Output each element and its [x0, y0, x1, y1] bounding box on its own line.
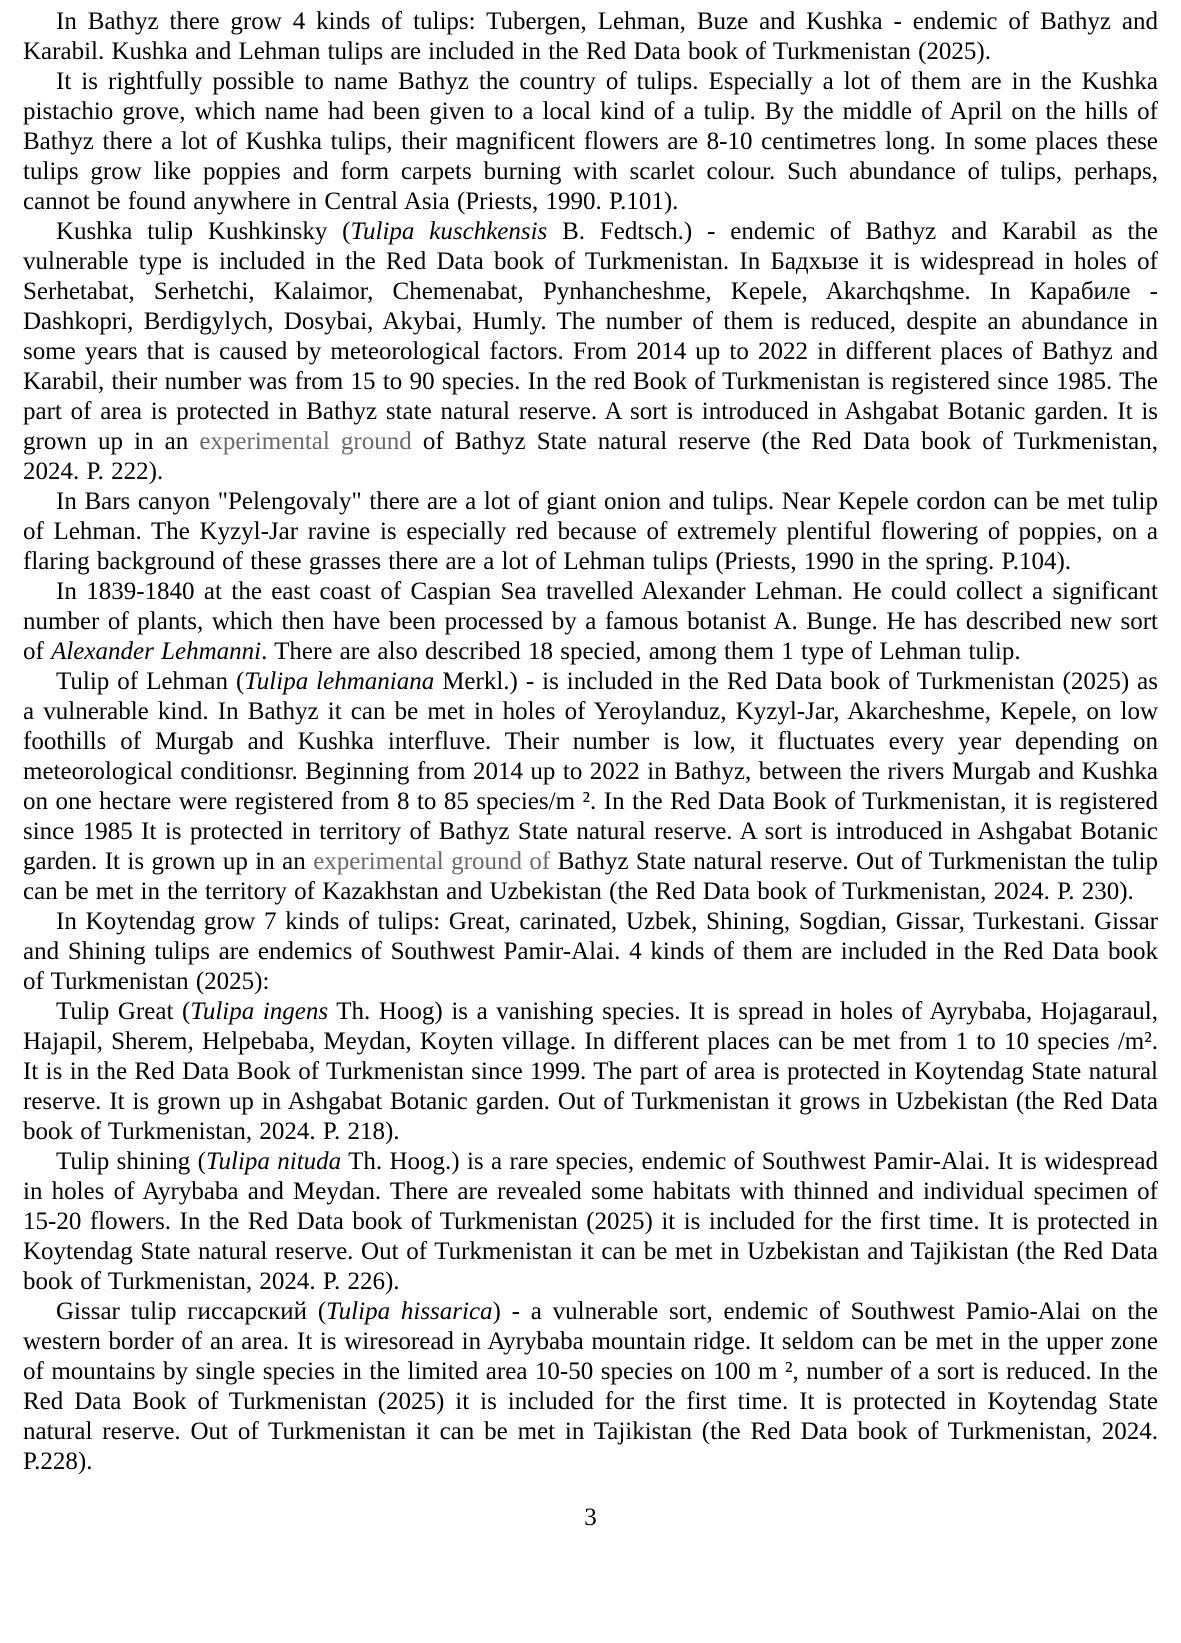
text-run: ) - a vulnerable sort, endemic of Southwest Pamio-Alai on the western border of an area. It is wiresoread in Ayrybaba mountain ridge. It seldom can be met in the upper zone of mountains by single species in the limited area 10-50 species on 100 m ², number of a sort is reduced. In the Red Data Book of Turkmenistan (2025) it is included for the first time. It is protected in Koytendag State natural reserve. Out of Turkmenistan it can be met in Tajikistan (the Red Data book of Turkmenistan, 2024. P.228).	[23, 1298, 1158, 1475]
paragraph	[23, 997, 1158, 1147]
document-body	[23, 7, 1158, 1477]
paragraph	[23, 217, 1158, 487]
text-run: Gissar tulip гиссарский (	[56, 1298, 327, 1325]
paragraph	[23, 667, 1158, 907]
text-run: . There are also described 18 specied, among them 1 type of Lehman tulip.	[261, 638, 1021, 665]
text-run: Merkl.) - is included in the Red Data book of Turkmenistan (2025) as a vulnerable kind. In Bathyz it can be met in holes of Yeroylanduz, Kyzyl-Jar, Akarcheshme, Kepele, on low foothills of Murgab and Kushka interfluve. Their number is low, it fluctuates every year depending on meteorological conditionsr. Beginning from 2014 up to 2022 in Bathyz, between the rivers Murgab and Kushka on one hectare were registered from 8 to 85 species/m ². In the Red Data Book of Turkmenistan, it is registered since 1985 It is protected in territory of Bathyz State natural reserve. A sort is introduced in Ashgabat Botanic garden. It is grown up in an	[23, 668, 1158, 875]
text-run: Th. Hoog.) is a rare species, endemic of Southwest Pamir-Alai. It is widespread in holes of Ayrybaba and Meydan. There are revealed some habitats with thinned and individual specimen of 15-20 flowers. In the Red Data book of Turkmenistan (2025) it is included for the first time. It is protected in Koytendag State natural reserve. Out of Turkmenistan it can be met in Uzbekistan and Tajikistan (the Red Data book of Turkmenistan, 2024. P. 226).	[23, 1148, 1158, 1295]
latin-species-name: Tulipa hissarica	[326, 1298, 493, 1325]
text-run: Tulip shining (	[56, 1148, 206, 1175]
text-run: Kushka tulip Kushkinsky (	[56, 218, 351, 245]
latin-species-name: Tulipa ingens	[190, 998, 329, 1025]
text-run: Th. Hoog) is a vanishing species. It is spread in holes of Ayrybaba, Hojagaraul, Hajapil, Sherem, Helpebaba, Meydan, Koyten village. In different places can be met from 1 to 10 species /m². It is in the Red Data Book of Turkmenistan since 1999. The part of area is protected in Koytendag State natural reserve. It is grown up in Ashgabat Botanic garden. Out of Turkmenistan it grows in Uzbekistan (the Red Data book of Turkmenistan, 2024. P. 218).	[23, 998, 1158, 1145]
text-run: In Bathyz there grow 4 kinds of tulips: Tubergen, Lehman, Buze and Kushka - endemic of Bathyz and Karabil. Kushka and Lehman tulips are included in the Red Data book of Turkmenistan (2025).	[23, 8, 1158, 65]
text-run: of Bathyz State natural reserve (the Red Data book of Turkmenistan, 2024. P. 222).	[23, 428, 1158, 485]
paragraph	[23, 7, 1158, 67]
paragraph	[23, 1297, 1158, 1477]
paragraph	[23, 487, 1158, 577]
gray-highlighted-text: experimental ground of	[313, 848, 551, 875]
text-run: In Bars canyon "Pelengovaly" there are a lot of giant onion and tulips. Near Kepele cordon can be met tulip of Lehman. The Kyzyl-Jar ravine is especially red because of extremely plentiful flowering of poppies, on a flaring background of these grasses there are a lot of Lehman tulips (Priests, 1990 in the spring. P.104).	[23, 488, 1158, 575]
latin-species-name: Alexander Lehmanni	[51, 638, 262, 665]
latin-species-name: Tulipa nituda	[205, 1148, 342, 1175]
text-run: Tulip of Lehman (	[56, 668, 245, 695]
text-run: B. Fedtsch.) - endemic of Bathyz and Karabil as the vulnerable type is included in the Red Data book of Turkmenistan. In Бадхызе it is widespread in holes of Serhetabat, Serhetchi, Kalaimor, Chemenabat, Pynhancheshme, Kepele, Akarchqshme. In Карабиле - Dashkopri, Berdigylych, Dosybai, Akybai, Humly. The number of them is reduced, despite an abundance in some years that is caused by meteorological factors. From 2014 up to 2022 in different places of Bathyz and Karabil, their number was from 15 to 90 species. In the red Book of Turkmenistan is registered since 1985. The part of area is protected in Bathyz state natural reserve. A sort is introduced in Ashgabat Botanic garden. It is grown up in an	[23, 218, 1159, 455]
text-run: Tulip Great (	[56, 998, 191, 1025]
paragraph	[23, 1147, 1158, 1297]
paragraph	[23, 907, 1158, 997]
page-footer	[23, 1503, 1158, 1533]
latin-species-name: Tulipa lehmaniana	[244, 668, 435, 695]
paragraph	[23, 67, 1158, 217]
paragraph	[23, 577, 1158, 667]
text-run: In 1839-1840 at the east coast of Caspian Sea travelled Alexander Lehman. He could collect a significant number of plants, which then have been processed by a famous botanist A. Bunge. He has described new sort of	[23, 578, 1158, 665]
text-run: In Koytendag grow 7 kinds of tulips: Great, carinated, Uzbek, Shining, Sogdian, Gissar, Turkestani. Gissar and Shining tulips are endemics of Southwest Pamir-Alai. 4 kinds of them are included in the Red Data book of Turkmenistan (2025):	[23, 908, 1158, 995]
gray-highlighted-text: experimental ground	[199, 428, 412, 455]
text-run: It is rightfully possible to name Bathyz the country of tulips. Especially a lot of them are in the Kushka pistachio grove, which name had been given to a local kind of a tulip. By the middle of April on the hills of Bathyz there a lot of Kushka tulips, their magnificent flowers are 8-10 centimetres long. In some places these tulips grow like poppies and form carpets burning with scarlet colour. Such abundance of tulips, perhaps, cannot be found anywhere in Central Asia (Priests, 1990. P.101).	[23, 68, 1158, 215]
page-number: 3	[584, 1504, 597, 1531]
text-run: Bathyz State natural reserve. Out of Turkmenistan the tulip can be met in the territory of Kazakhstan and Uzbekistan (the Red Data book of Turkmenistan, 2024. P. 230).	[23, 848, 1158, 905]
latin-species-name: Tulipa kuschkensis	[350, 218, 548, 245]
